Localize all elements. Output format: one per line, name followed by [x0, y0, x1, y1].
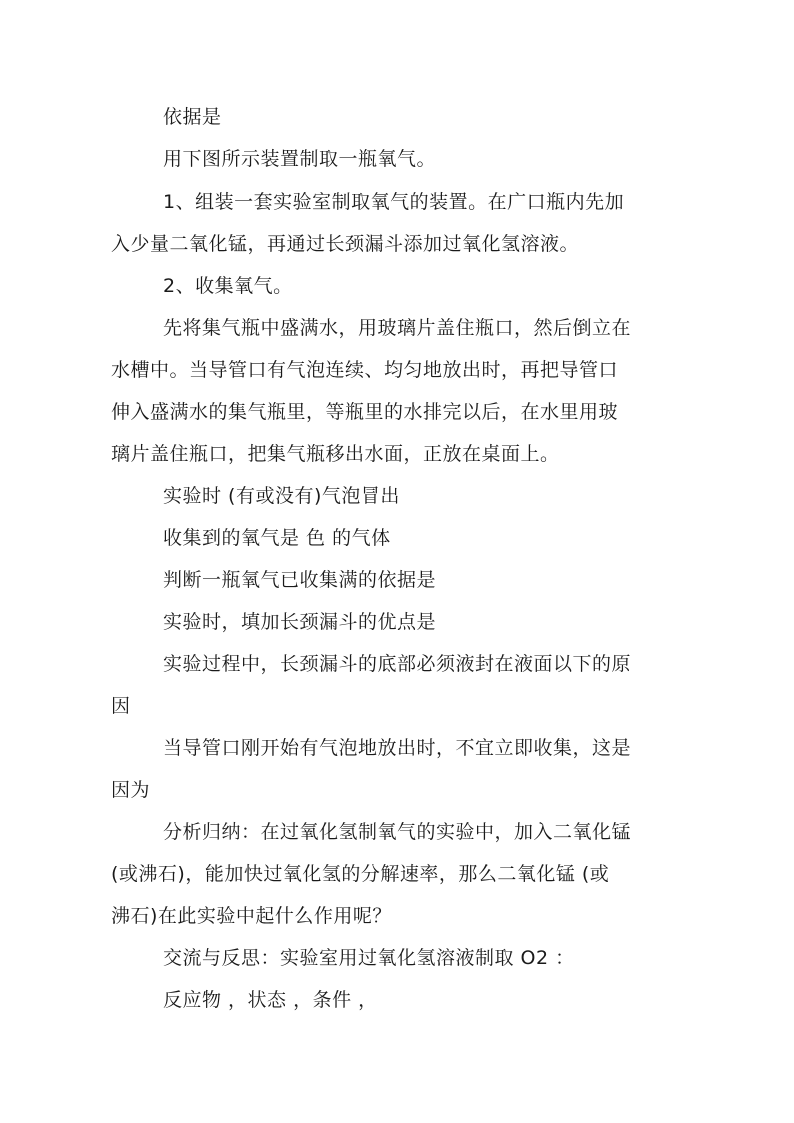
text-line-3: 1、组装一套实验室制取氧气的装置。在广口瓶内先加	[163, 191, 625, 213]
text-line-7: 水槽中。当导管口有气泡连续、均匀地放出时，再把导管口	[111, 359, 619, 381]
text-line-16: 当导管口刚开始有气泡地放出时，不宜立即收集，这是	[163, 737, 632, 759]
text-line-4: 入少量二氧化锰，再通过长颈漏斗添加过氧化氢溶液。	[111, 233, 580, 255]
text-line-11: 收集到的氧气是 色 的气体	[163, 527, 391, 549]
text-line-18: 分析归纳：在过氧化氢制氧气的实验中，加入二氧化锰	[163, 821, 632, 843]
text-line-10: 实验时 (有或没有)气泡冒出	[163, 485, 400, 507]
text-line-13: 实验时，填加长颈漏斗的优点是	[163, 611, 437, 633]
text-line-22: 反应物 ，状态 ，条件 ，	[163, 989, 378, 1011]
text-line-20: 沸石)在此实验中起什么作用呢？	[111, 905, 392, 927]
text-line-1: 依据是	[163, 106, 222, 128]
text-line-9: 璃片盖住瓶口，把集气瓶移出水面，正放在桌面上。	[111, 443, 560, 465]
text-line-21: 交流与反思：实验室用过氧化氢溶液制取 O2 ：	[163, 947, 575, 969]
text-line-17: 因为	[111, 779, 151, 801]
text-line-14: 实验过程中，长颈漏斗的底部必须液封在液面以下的原	[163, 653, 632, 675]
text-line-15: 因	[111, 695, 131, 717]
text-line-12: 判断一瓶氧气已收集满的依据是	[163, 569, 437, 591]
text-line-6: 先将集气瓶中盛满水，用玻璃片盖住瓶口，然后倒立在	[163, 317, 632, 339]
text-line-2: 用下图所示装置制取一瓶氧气。	[163, 148, 437, 170]
text-line-8: 伸入盛满水的集气瓶里，等瓶里的水排完以后，在水里用玻	[111, 401, 619, 423]
text-line-5: 2、收集氧气。	[163, 275, 293, 297]
text-line-19: (或沸石)，能加快过氧化氢的分解速率，那么二氧化锰 (或	[111, 863, 610, 885]
